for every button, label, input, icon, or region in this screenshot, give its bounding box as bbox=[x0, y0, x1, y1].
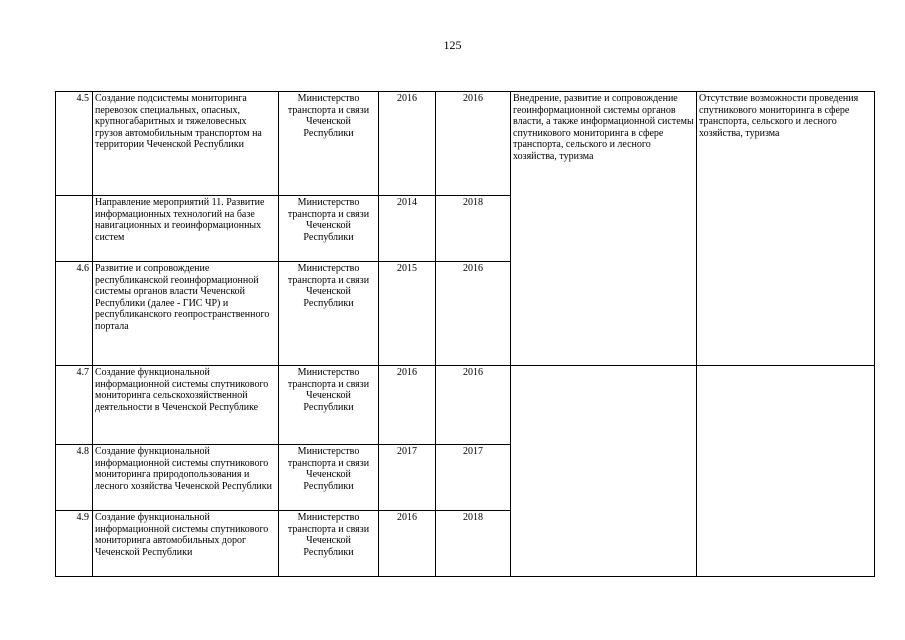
row-number: 4.5 bbox=[56, 92, 93, 196]
non-implementation-consequence: Отсутствие возможности проведения спутникового мониторинга в сфере транспорта, сельского и лесного хозяйства, туризма bbox=[697, 92, 875, 366]
responsible-executor: Министерство транспорта и связи Чеченской Республики bbox=[279, 445, 379, 511]
activity-name: Создание подсистемы мониторинга перевозок специальных, опасных, крупногабаритных и тяжеловесных грузов автомобильным транспортом на территории Чеченской Республики bbox=[93, 92, 279, 196]
start-year: 2015 bbox=[379, 262, 436, 366]
end-year: 2018 bbox=[436, 196, 511, 262]
non-implementation-consequence bbox=[697, 366, 875, 577]
start-year: 2014 bbox=[379, 196, 436, 262]
end-year: 2016 bbox=[436, 92, 511, 196]
table-row bbox=[56, 92, 875, 196]
row-number bbox=[56, 196, 93, 262]
end-year: 2016 bbox=[436, 262, 511, 366]
row-number: 4.9 bbox=[56, 511, 93, 577]
activity-name: Создание функциональной информационной системы спутникового мониторинга сельскохозяйственной деятельности в Чеченской Республике bbox=[93, 366, 279, 445]
responsible-executor: Министерство транспорта и связи Чеченской Республики bbox=[279, 511, 379, 577]
responsible-executor: Министерство транспорта и связи Чеченской Республики bbox=[279, 92, 379, 196]
activity-direction-name: Направление мероприятий 11. Развитие информационных технологий на базе навигационных и геоинформационных систем bbox=[93, 196, 279, 262]
expected-result bbox=[511, 366, 697, 577]
end-year: 2018 bbox=[436, 511, 511, 577]
table-row bbox=[56, 366, 875, 445]
page-number: 125 bbox=[443, 38, 462, 52]
responsible-executor: Министерство транспорта и связи Чеченской Республики bbox=[279, 262, 379, 366]
activity-name: Создание функциональной информационной системы спутникового мониторинга автомобильных дорог Чеченской Республики bbox=[93, 511, 279, 577]
activity-name: Создание функциональной информационной системы спутникового мониторинга природопользования и лесного хозяйства Чеченской Республики bbox=[93, 445, 279, 511]
start-year: 2016 bbox=[379, 511, 436, 577]
activity-name: Развитие и сопровождение республиканской геоинформационной системы органов власти Чеченской Республики (далее - ГИС ЧР) и республиканского геопространственного портала bbox=[93, 262, 279, 366]
end-year: 2016 bbox=[436, 366, 511, 445]
start-year: 2017 bbox=[379, 445, 436, 511]
responsible-executor: Министерство транспорта и связи Чеченской Республики bbox=[279, 196, 379, 262]
program-activities-table bbox=[55, 91, 875, 577]
row-number: 4.6 bbox=[56, 262, 93, 366]
expected-result: Внедрение, развитие и сопровождение геоинформационной системы органов власти, а также информационной системы спутникового мониторинга в сфере транспорта, сельского и лесного хозяйства, туризма bbox=[511, 92, 697, 366]
start-year: 2016 bbox=[379, 92, 436, 196]
row-number: 4.8 bbox=[56, 445, 93, 511]
start-year: 2016 bbox=[379, 366, 436, 445]
end-year: 2017 bbox=[436, 445, 511, 511]
row-number: 4.7 bbox=[56, 366, 93, 445]
responsible-executor: Министерство транспорта и связи Чеченской Республики bbox=[279, 366, 379, 445]
